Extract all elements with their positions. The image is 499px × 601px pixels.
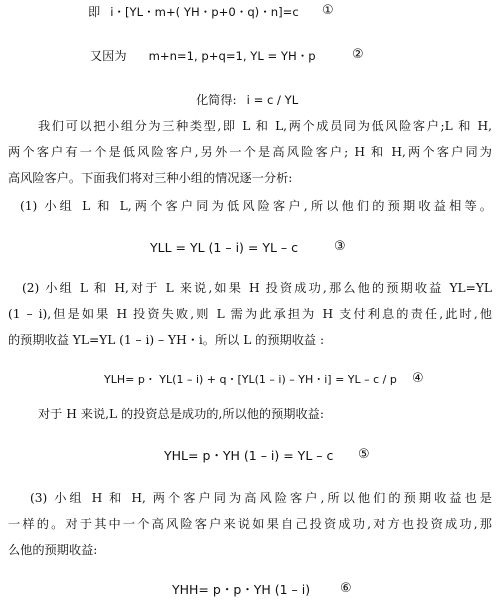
paragraph-1-line-1: 我们可以把小组分为三种类型,即 L 和 L,两个成员同为低风险客户;L 和 H, (38, 119, 492, 133)
equation-5: YHL= p・YH (1 – i) = YL – c (164, 448, 334, 463)
equation-6: YHH= p・p・YH (1 – i) (172, 582, 311, 597)
equation-2-number: ② (352, 47, 364, 62)
paragraph-3: 对于 H 来说,L 的投资总是成功的,所以他的预期收益: (38, 407, 324, 421)
section-1-heading: (1) 小组 L 和 L,两个客户同为低风险客户,所以他们的预期收益相等。 (20, 199, 492, 213)
equation-3: YLL = YL (1 – i) = YL – c (150, 240, 299, 255)
equation-2-line (90, 48, 316, 64)
paragraph-2-line-2: (1 – i),但是如果 H 投资失败,则 L 需为此承担为 H 支付利息的责任,此时,他 (8, 307, 492, 321)
simplified-equation: i = c / YL (246, 93, 299, 107)
equation-4: YLH= p・ YL(1 – i) + q・[YL(1 – i) – YH・i] = YL – c / p (104, 373, 397, 386)
equation-1: i・[YL・m+( YH・p+0・q)・n]=c (110, 5, 299, 19)
paragraph-2-line-1: (2) 小组 L 和 H,对于 L 来说,如果 H 投资成功,那么他的预期收益 YL=YL (22, 281, 492, 295)
equation-1-line (88, 4, 299, 20)
equation-1-number: ① (322, 3, 334, 18)
equation-1-prefix: 即 (88, 5, 101, 19)
paragraph-1-line-3: 高风险客户。下面我们将对三种小组的情况逐一分析: (8, 171, 293, 185)
equation-2: m+n=1, p+q=1, YL = YH・p (148, 49, 316, 63)
simplified-prefix: 化简得: (196, 93, 237, 107)
paragraph-4-line-3: 么他的预期收益: (8, 543, 98, 557)
equation-3-number: ③ (334, 239, 346, 254)
equation-2-prefix: 又因为 (90, 49, 127, 63)
equation-4-number: ④ (412, 371, 424, 386)
paragraph-1-line-2: 两个客户有一个是低风险客户,另外一个是高风险客户; H 和 H,两个客户同为 (8, 145, 492, 159)
paragraph-4-line-1: (3) 小组 H 和 H, 两个客户同为高风险客户,所以他们的预期收益也是 (30, 491, 492, 505)
paragraph-4-line-2: 一样的。对于其中一个高风险客户来说如果自己投资成功,对方也投资成功,那 (8, 517, 492, 531)
equation-6-number: ⑥ (340, 581, 352, 596)
equation-5-number: ⑤ (358, 447, 370, 462)
paragraph-2-line-3: 的预期收益 YL=YL (1 – i) – YH・i。所以 L 的预期收益 : (8, 333, 325, 347)
equation-simplified-line (196, 92, 298, 108)
